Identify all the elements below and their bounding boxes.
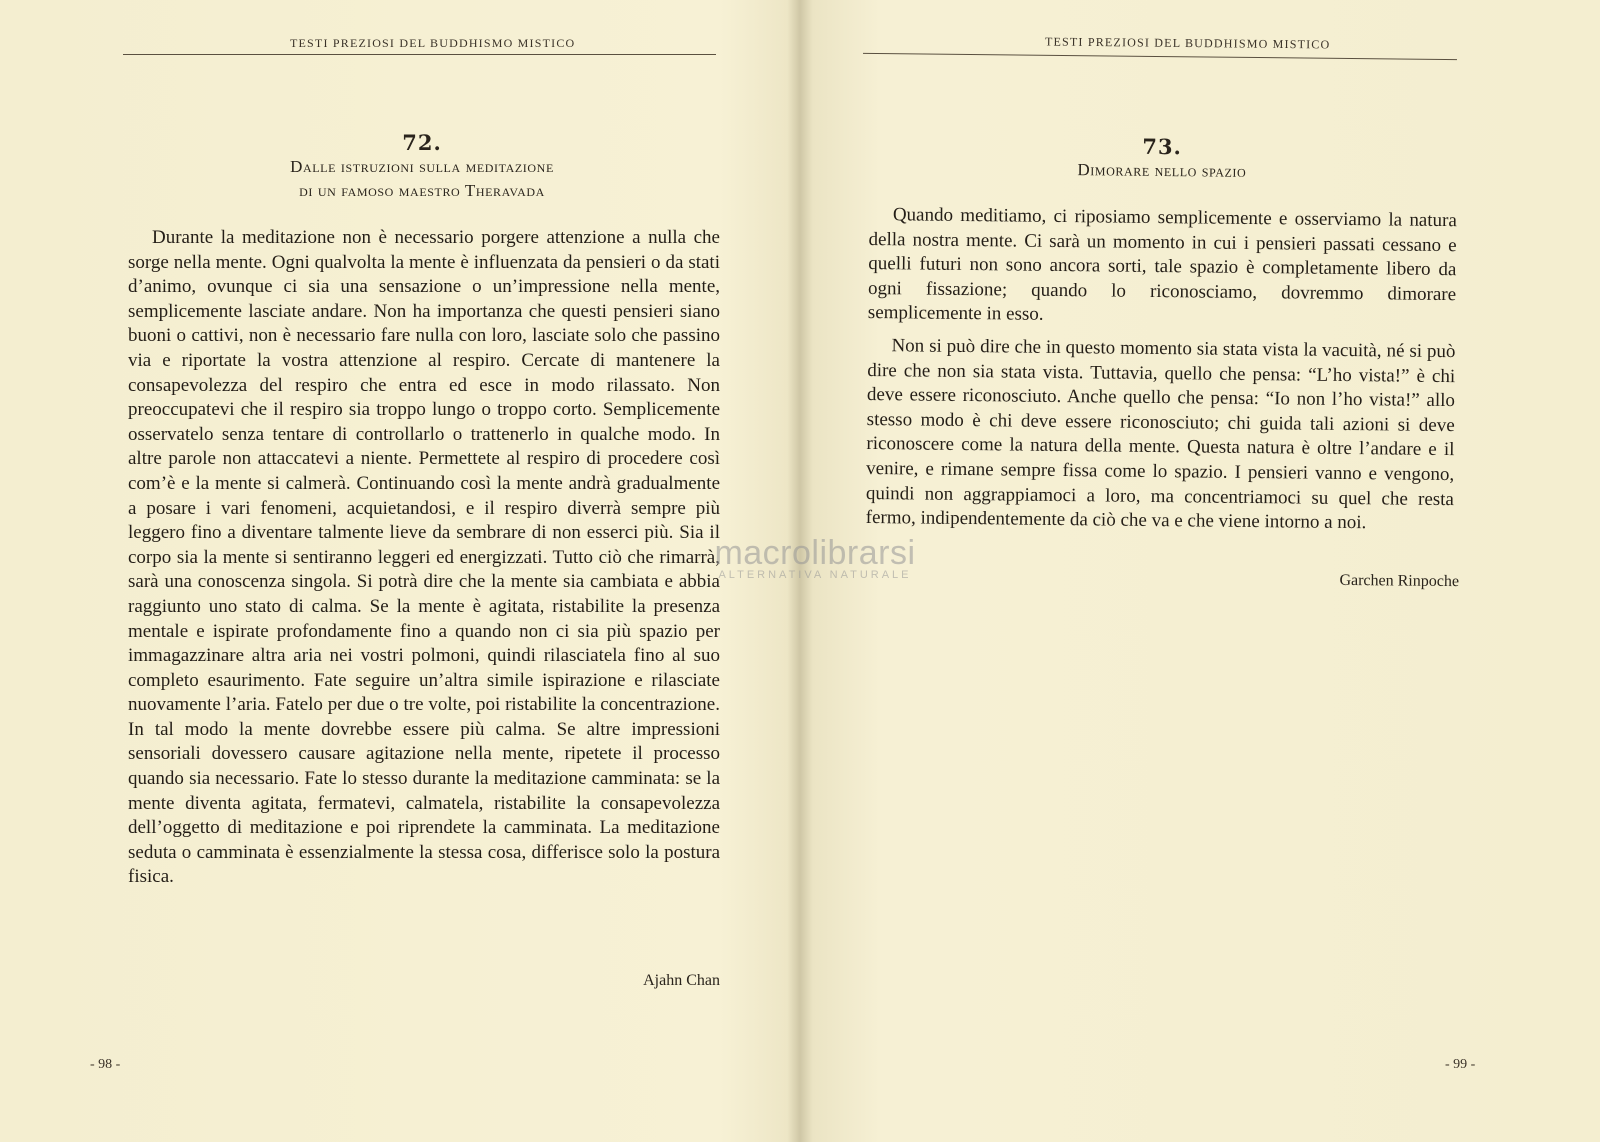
section-heading (130, 130, 714, 203)
header-rule (123, 54, 716, 55)
body-text (128, 226, 720, 890)
section-heading (867, 131, 1457, 186)
paragraph: Non si può dire che in questo momento sia stata vista la vacuità, né si può dire che non sia stata vista. Tuttavia, quello che pensa: “L’ho vista!” è chi deve essere riconosciuto. Anche quello che pensa: “Io non l’ho vista!” allo stesso modo è chi deve essere riconosciuto; chi guida tali azioni si deve riconoscere come la natura della mente. Questa natura è oltre l’andare e il venire, e rimane sempre fissa come lo spazio. I pensieri vanno e vengono, quindi non aggrappiamoci a loro, ma concentriamoci su quel che resta fermo, indipendentemente da ciò che va e che viene intorno a noi. (865, 335, 1456, 534)
page-number: - 98 - (90, 1057, 121, 1072)
author-attribution: Garchen Rinpoche (1339, 571, 1460, 591)
watermark-tagline: ALTERNATIVA NATURALE (718, 569, 912, 581)
header-rule (863, 53, 1457, 60)
watermark (685, 534, 945, 581)
section-title: Dimorare nello spazio (1077, 160, 1247, 181)
section-number: 72. (402, 130, 442, 155)
running-head: TESTI PREZIOSI DEL BUDDHISMO MISTICO (290, 36, 576, 50)
section-number: 73. (1142, 133, 1183, 160)
body-text (866, 203, 1457, 537)
section-title-line-2: di un famoso maestro Theravada (299, 181, 545, 200)
paragraph: Durante la meditazione non è necessario porgere attenzione a nulla che sorge nella mente. Ogni qualvolta la mente è influenzata da pensieri o da stati d’animo, ovunque ci sia una sensazione o un’impressione nella mente, semplicemente lasciate andare. Non ha importanza che questi pensieri siano buoni o cattivi, non è necessario fare nulla con loro, lasciate solo che passino via e riportate la vostra attenzione al respiro. Cercate di mantenere la consapevolezza del respiro che entra ed esce in modo rilassato. Non preoccupatevi che il respiro sia troppo lungo o troppo corto. Semplicemente osservatelo senza tentare di controllarlo o trattenerlo in qualche modo. In altre parole non attaccatevi a niente. Permettete al respiro di procedere così com’è e la mente si calmerà. Continuando così la mente andrà gradualmente a posare i vari fenomeni, acquietandosi, e il respiro diverrà sempre più leggero fino a diventare talmente lieve da sembrare di non esserci più. Sia il corpo sia la mente si sentiranno leggeri ed energizzati. Tutto ciò che rimarrà, sarà una conoscenza singola. Si potrà dire che la mente sia cambiata e abbia raggiunto uno stato di calma. Se la mente è agitata, ristabilite la presenza mentale e ispirate profondamente fino a quando non ci sia più spazio per immagazzinare altra aria nei vostri polmoni, quindi rilasciatela fino al suo completo esaurimento. Fate seguire un’altra simile ispirazione e rilasciate nuovamente l’aria. Fatelo per due o tre volte, poi ristabilite la concentrazione. In tal modo la mente dovrebbe essere più calma. Se altre impressioni sensoriali dovessero causare agitazione nella mente, ripetete il processo quando sia necessario. Fate lo stesso durante la meditazione camminata: se la mente diventa agitata, fermatevi, calmatela, ristabilite la consapevolezza dell’oggetto di meditazione e poi riprendete la camminata. La meditazione seduta o camminata è essenzialmente la stessa cosa, differisce solo la postura fisica. (128, 227, 720, 888)
author-attribution: Ajahn Chan (643, 972, 720, 989)
paragraph: Quando meditiamo, ci riposiamo semplicemente e osserviamo la natura della nostra mente. Ci sarà un momento in cui i pensieri passati cessano e quelli futuri non sono ancora sorti, tale spazio è completamente libero da ogni fissazione; quando lo riconosciamo, dovremmo dimorare semplicemente in esso. (867, 204, 1457, 326)
watermark-brand: macrolibrarsi (714, 534, 916, 572)
running-head: TESTI PREZIOSI DEL BUDDHISMO MISTICO (1044, 34, 1331, 52)
section-title-line-1: Dalle istruzioni sulla meditazione (290, 157, 554, 176)
page-number: - 99 - (1445, 1057, 1476, 1072)
